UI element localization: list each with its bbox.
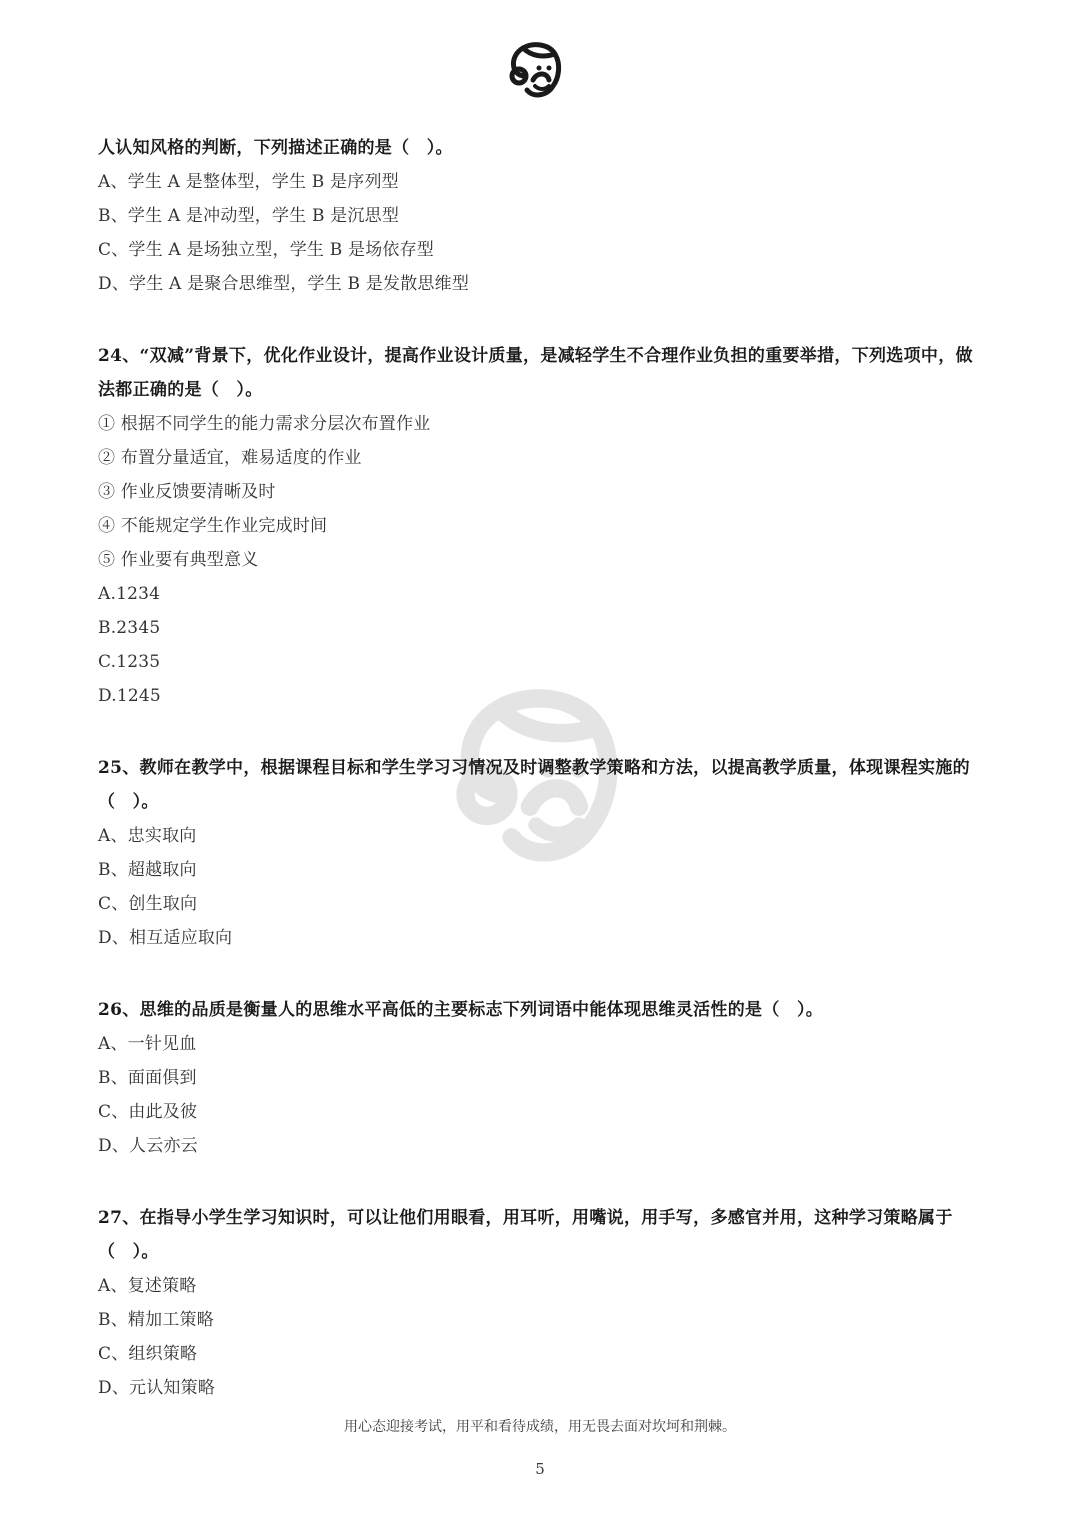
option: D、相互适应取向	[98, 928, 233, 948]
option: D、人云亦云	[98, 1136, 198, 1156]
question-title: 27、在指导小学生学习知识时，可以让他们用眼看，用耳听，用嘴说，用手写，多感官并用，这种学习策略属于（ ）。	[98, 1208, 953, 1262]
question-26	[98, 993, 988, 1163]
question-title: 26、思维的品质是衡量人的思维水平高低的主要标志下列词语中能体现思维灵活性的是（ ）。	[98, 1000, 824, 1020]
question-27	[98, 1201, 988, 1405]
statement: ④ 不能规定学生作业完成时间	[98, 516, 328, 536]
option: B、精加工策略	[98, 1310, 214, 1330]
question-23-continued	[98, 131, 988, 301]
question-24	[98, 339, 988, 713]
statement: ③ 作业反馈要清晰及时	[98, 482, 276, 502]
option: D.1245	[98, 686, 161, 706]
option: B.2345	[98, 618, 161, 638]
option: B、超越取向	[98, 860, 197, 880]
option: C、创生取向	[98, 894, 198, 914]
question-list	[98, 131, 988, 1443]
option: A、学生 A 是整体型，学生 B 是序列型	[98, 172, 399, 192]
statement: ② 布置分量适宜，难易适度的作业	[98, 448, 362, 468]
statement: ⑤ 作业要有典型意义	[98, 550, 259, 570]
question-title: 人认知风格的判断，下列描述正确的是（ ）。	[98, 138, 453, 158]
option: C.1235	[98, 652, 161, 672]
option: C、学生 A 是场独立型，学生 B 是场依存型	[98, 240, 434, 260]
option: D、元认知策略	[98, 1378, 216, 1398]
option: C、由此及彼	[98, 1102, 198, 1122]
question-25	[98, 751, 988, 955]
monkey-mascot-icon	[503, 36, 567, 102]
question-title: 25、教师在教学中，根据课程目标和学生学习习情况及时调整教学策略和方法，以提高教学质量，体现课程实施的（ ）。	[98, 758, 970, 812]
page-number: 5	[535, 1460, 545, 1478]
statement: ① 根据不同学生的能力需求分层次布置作业	[98, 414, 431, 434]
option: B、面面俱到	[98, 1068, 197, 1088]
option: D、学生 A 是聚合思维型，学生 B 是发散思维型	[98, 274, 470, 294]
option: A.1234	[98, 584, 161, 604]
option: C、组织策略	[98, 1344, 198, 1364]
option: B、学生 A 是冲动型，学生 B 是沉思型	[98, 206, 400, 226]
footer-quote: 用心态迎接考试，用平和看待成绩，用无畏去面对坎坷和荆棘。	[344, 1419, 736, 1435]
option: A、忠实取向	[98, 826, 197, 846]
option: A、一针见血	[98, 1034, 197, 1054]
question-title: 24、“双减”背景下，优化作业设计，提高作业设计质量，是减轻学生不合理作业负担的重要举措，下列选项中，做法都正确的是（ ）。	[98, 346, 973, 400]
option: A、复述策略	[98, 1276, 197, 1296]
